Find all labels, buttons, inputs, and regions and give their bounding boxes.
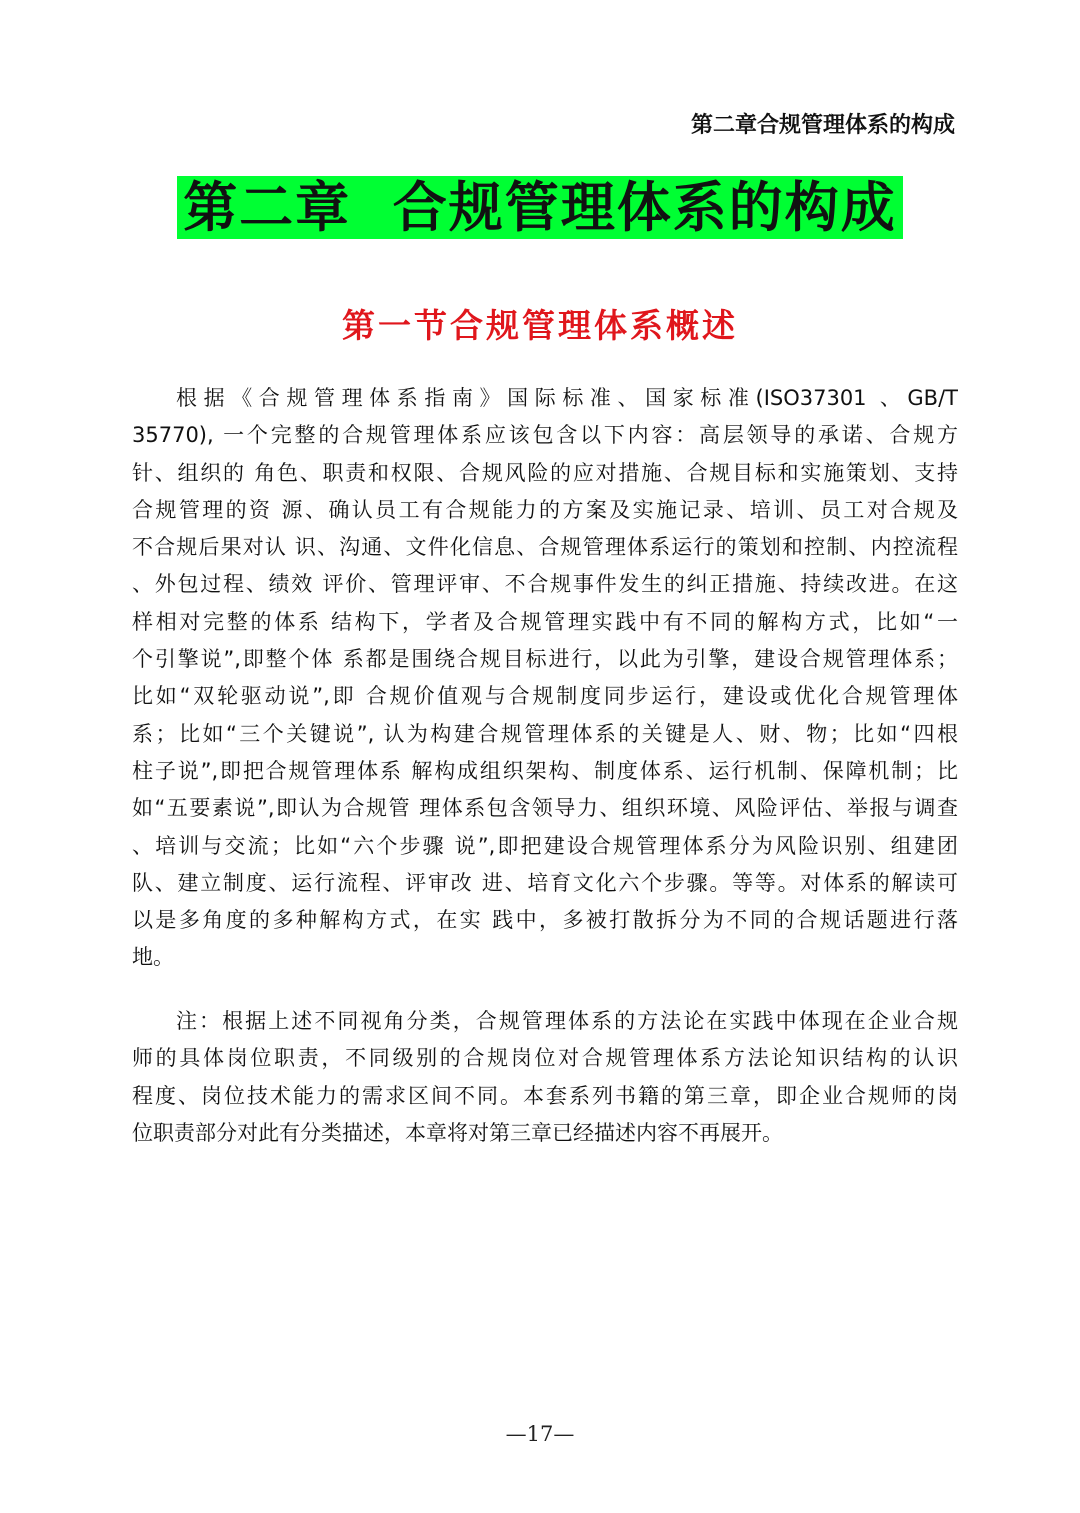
chapter-title: 第二章 合规管理体系的构成 — [177, 176, 903, 239]
paragraph-line: 不合规后果对认 识、沟通、文件化信息、合规管理体系运行的策划和控制、内控流程 — [132, 535, 958, 560]
paragraph-note — [132, 1003, 958, 1152]
paragraph-line: 、外包过程、绩效 评价、管理评审、不合规事件发生的纠正措施、持续改进。在这 — [132, 572, 958, 597]
page-number: —17— — [505, 1422, 575, 1446]
paragraph-line: 地。 — [132, 945, 174, 970]
paragraph-line: 以是多角度的多种解构方式，在实 践中，多被打散拆分为不同的合规话题进行落 — [132, 908, 958, 933]
paragraph-line: 针、组织的 角色、职责和权限、合规风险的应对措施、合规目标和实施策划、支持 — [132, 460, 958, 485]
paragraph-line: 根据《合规管理体系指南》国际标准、国家标准(ISO37301 、GB/T — [176, 386, 958, 410]
paragraph-line: 柱子说”,即把合规管理体系 解构成组织架构、制度体系、运行机制、保障机制；比 — [132, 758, 958, 783]
section-title: 第一节合规管理体系概述 — [342, 306, 738, 345]
chapter-title-container — [0, 176, 1080, 239]
paragraph-line: 系；比如“三个关键说”, 认为构建合规管理体系的关键是人、财、物；比如“四根 — [132, 721, 958, 746]
paragraph-line: 位职责部分对此有分类描述，本章将对第三章已经描述内容不再展开。 — [132, 1120, 783, 1145]
paragraph-line: 、培训与交流；比如“六个步骤 说”,即把建设合规管理体系分为风险识别、组建团 — [132, 833, 958, 858]
paragraph-line: 队、建立制度、运行流程、评审改 进、培育文化六个步骤。等等。对体系的解读可 — [132, 870, 958, 895]
paragraph-line: 35770), 一个完整的合规管理体系应该包含以下内容：高层领导的承诺、合规方 — [132, 423, 958, 448]
paragraph-line: 比如“双轮驱动说”,即 合规价值观与合规制度同步运行，建设或优化合规管理体 — [132, 684, 958, 709]
paragraph-line: 程度、岗位技术能力的需求区间不同。本套系列书籍的第三章，即企业合规师的岗 — [132, 1083, 958, 1108]
paragraph-line: 样相对完整的体系 结构下，学者及合规管理实践中有不同的解构方式，比如“一 — [132, 609, 958, 634]
running-header: 第二章合规管理体系的构成 — [690, 113, 955, 138]
paragraph-line: 注：根据上述不同视角分类，合规管理体系的方法论在实践中体现在企业合规 — [176, 1009, 958, 1033]
paragraph-overview — [132, 380, 958, 977]
paragraph-line: 如“五要素说”,即认为合规管 理体系包含领导力、组织环境、风险评估、举报与调查 — [132, 796, 958, 821]
paragraph-line: 个引擎说”,即整个体 系都是围绕合规目标进行，以此为引擎，建设合规管理体系； — [132, 647, 958, 672]
paragraph-line: 合规管理的资 源、确认员工有合规能力的方案及实施记录、培训、员工对合规及 — [132, 497, 958, 522]
paragraph-line: 师的具体岗位职责，不同级别的合规岗位对合规管理体系方法论知识结构的认识 — [132, 1046, 958, 1071]
